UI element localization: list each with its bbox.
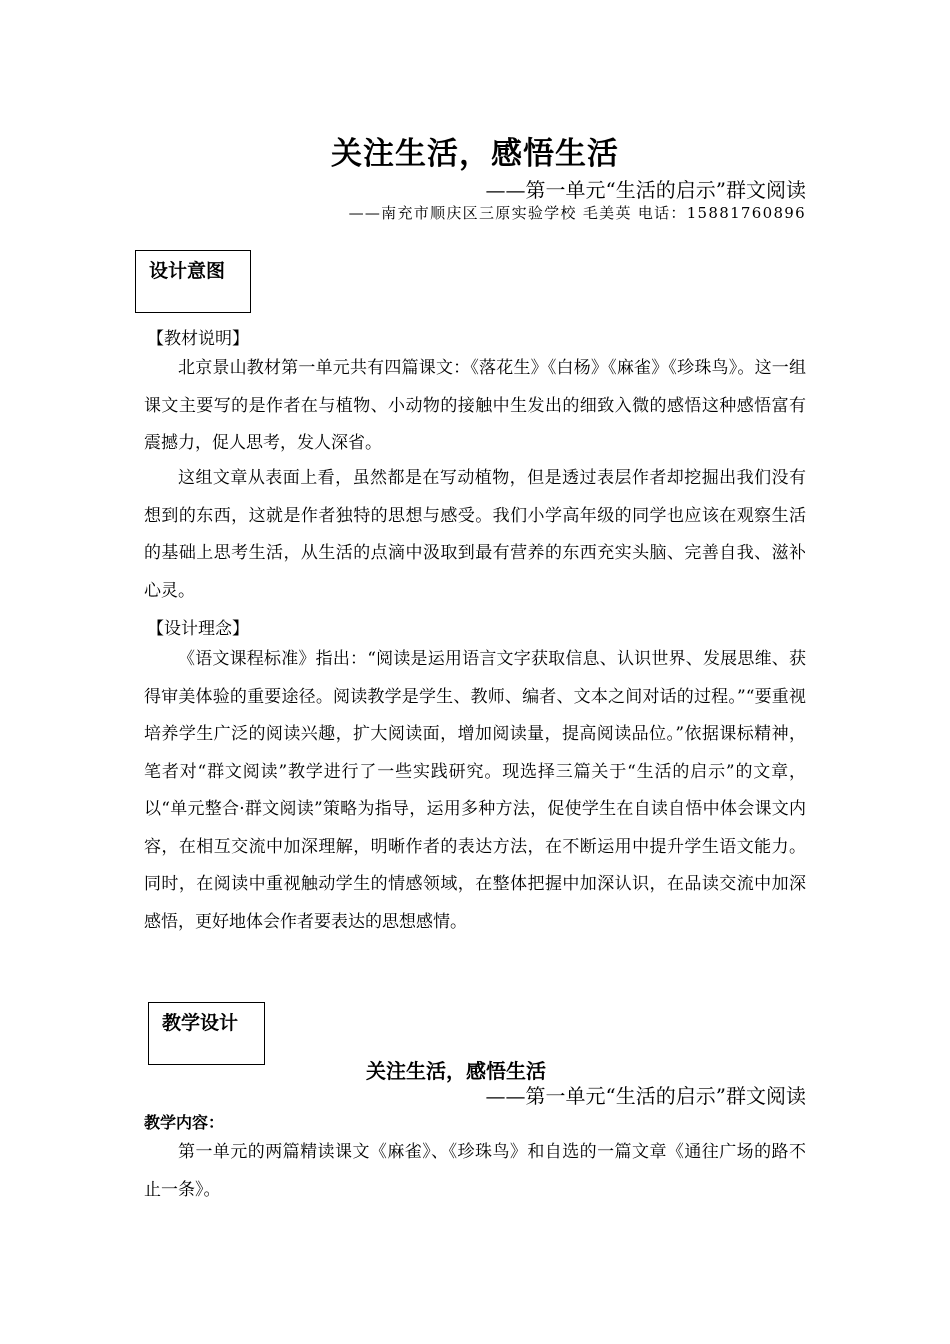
author-line: ——南充市顺庆区三原实验学校 毛美英 电话：15881760896 [348,204,806,222]
page-title: 关注生活，感悟生活 [331,136,619,172]
concept-paragraph: 《语文课程标准》指出：“阅读是运用语言文字获取信息、认识世界、发展思维、获得审美体验的重要途径。阅读教学是学生、教师、编者、文本之间对话的过程。”“要重视培养学生广泛的阅读兴趣，扩大阅读面，增加阅读量，提高阅读品位。”依据课标精神，笔者对“群文阅读”教学进行了一些实践研究。现选择三篇关于“生活的启示”的文章，以“单元整合·群文阅读”策略为指导，运用多种方法，促使学生在自读自悟中体会课文内容，在相互交流中加深理解，明晰作者的表达方法，在不断运用中提升学生语文能力。同时，在阅读中重视触动学生的情感领域，在整体把握中加深认识，在品读交流中加深感悟，更好地体会作者要表达的思想感情。 [144,649,806,932]
design-intent-box [135,250,251,313]
teaching-design-label: 教学设计 [162,1012,239,1034]
page-subtitle: ——第一单元“生活的启示”群文阅读 [485,178,806,202]
teaching-content-paragraph: 第一单元的两篇精读课文《麻雀》、《珍珠鸟》和自选的一篇文章《通往广场的路不止一条》。 [144,1142,806,1200]
teaching-design-box [148,1002,265,1065]
material-paragraph-2: 这组文章从表面上看，虽然都是在写动植物，但是透过表层作者却挖掘出我们没有想到的东西，这就是作者独特的思想与感受。我们小学高年级的同学也应该在观察生活的基础上思考生活，从生活的点滴中汲取到最有营养的东西充实头脑、完善自我、滋补心灵。 [144,468,806,601]
design-intent-label: 设计意图 [149,260,226,282]
material-paragraph-1: 北京景山教材第一单元共有四篇课文：《落花生》《白杨》《麻雀》《珍珠鸟》。这一组课文主要写的是作者在与植物、小动物的接触中生发出的细致入微的感悟这种感悟富有震撼力，促人思考，发人深省。 [144,358,806,453]
material-heading: 【教材说明】 [147,329,249,349]
concept-heading: 【设计理念】 [147,619,249,639]
teaching-content-label: 教学内容： [144,1113,225,1132]
teaching-design-subtitle: ——第一单元“生活的启示”群文阅读 [485,1084,806,1108]
teaching-design-title: 关注生活，感悟生活 [366,1059,546,1083]
